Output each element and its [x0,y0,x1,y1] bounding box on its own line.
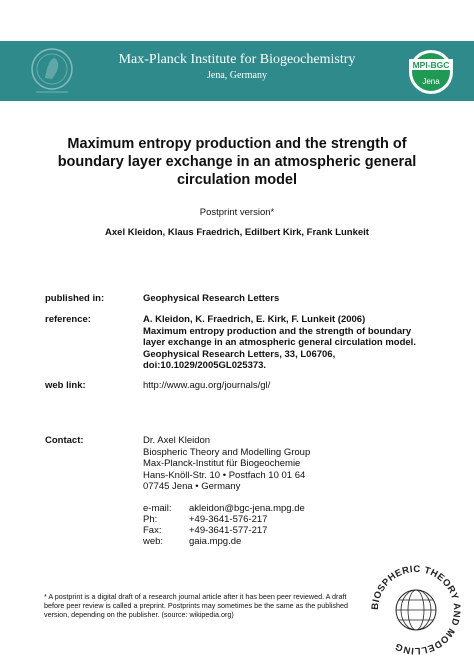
phone-key: Ph: [143,514,158,525]
phone-value: +49-3641-576-217 [189,514,268,525]
reference-block [143,314,416,372]
contact-label: Contact: [45,435,84,446]
contact-line: Hans-Knöll-Str. 10 • Postfach 10 01 64 [143,469,306,481]
reference-line: Geophysical Research Letters, 33, L06706, [143,348,336,360]
journal-name: Geophysical Research Letters [143,293,280,304]
contact-line: Biospheric Theory and Modelling Group [143,446,311,458]
logo-ring-text: BIOSPHERIC THEORY AND MODELLING [369,563,463,657]
reference-line: Maximum entropy production and the strength of boundary [143,325,412,337]
email-key: e-mail: [143,503,172,514]
institute-city: Jena, Germany [207,70,267,81]
contact-address [143,435,310,493]
fax-key: Fax: [143,525,162,536]
published-label: published in: [45,293,105,304]
authors: Axel Kleidon, Klaus Fraedrich, Edilbert Kirk, Frank Lunkeit [105,227,369,238]
footnote: * A postprint is a digital draft of a research journal article after it has been peer reviewed. A draft before peer review is called a preprint. Postprints may sometimes be the same as the published version, depending on the publisher. (source: wikipedia.org) [44,592,349,619]
weblink-label: web link: [45,380,86,391]
reference-line: A. Kleidon, K. Fraedrich, E. Kirk, F. Lunkeit (2006) [143,314,366,325]
reference-line: doi:10.1029/2005GL025373. [143,360,267,371]
reference-line: layer exchange in an atmospheric general circulation model. [143,337,416,348]
postprint-label: Postprint version* [199,207,275,218]
mpi-logo-text: MPI-BGC [412,60,450,70]
contact-line: 07745 Jena • Germany [143,481,241,492]
title-line: boundary layer exchange in an atmospheric general [57,154,417,170]
contact-line: Max-Planck-Institut für Biogeochemie [143,458,301,469]
title-line: Maximum entropy production and the strength of [67,136,407,152]
biospheric-theory-logo-icon [366,560,466,660]
title-line: circulation model [176,172,298,188]
mpi-bgc-logo-icon [401,48,461,96]
paper-title [40,135,434,189]
institute-name: Max-Planck Institute for Biogeochemistry [118,52,356,67]
web-key: web: [143,536,164,547]
web-value[interactable]: gaia.mpg.de [189,536,242,547]
fax-value: +49-3641-577-217 [189,525,268,536]
reference-label: reference: [45,314,91,325]
weblink-url[interactable]: http://www.agu.org/journals/gl/ [143,380,271,391]
contact-line: Dr. Axel Kleidon [143,435,211,446]
mpi-logo-city: Jena [422,77,440,86]
email-value[interactable]: akleidon@bgc-jena.mpg.de [189,503,305,514]
